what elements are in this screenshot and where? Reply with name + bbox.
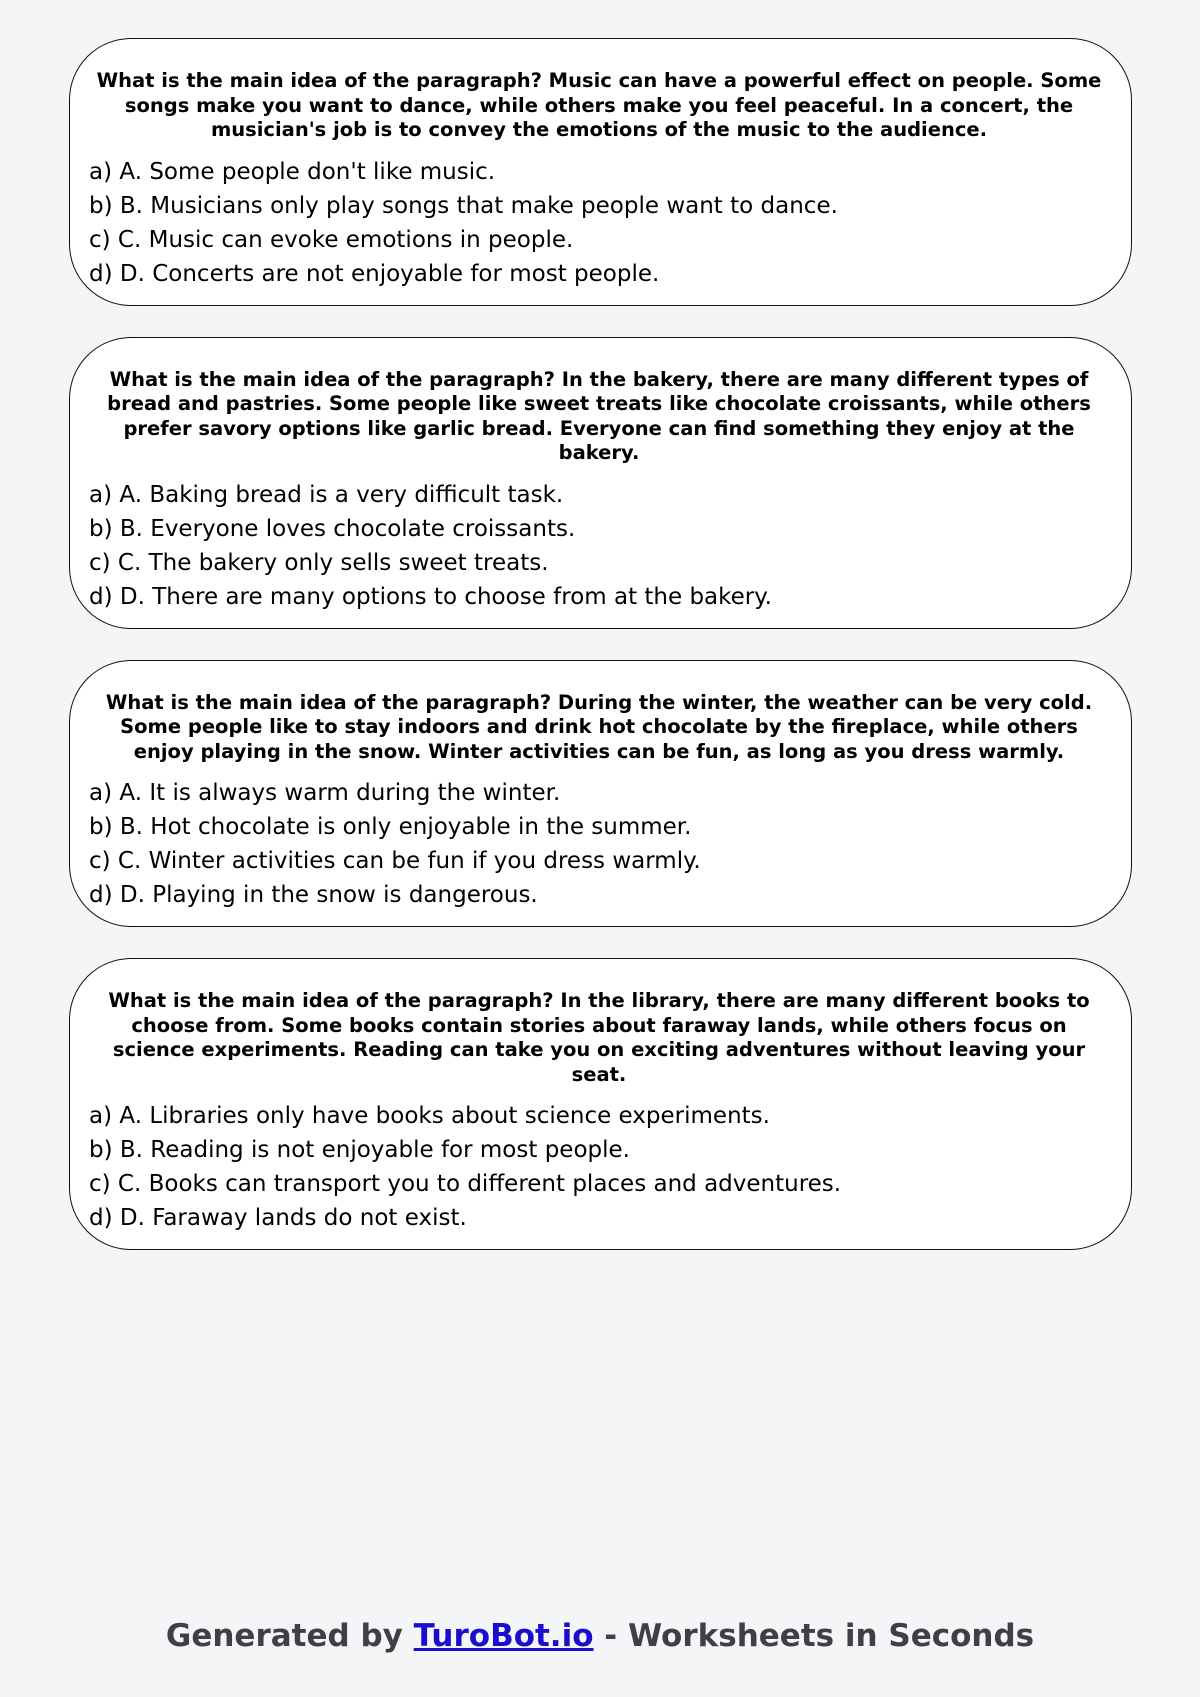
answer-options [89, 478, 1109, 614]
answer-option-d: d) D. Playing in the snow is dangerous. [89, 882, 538, 908]
answer-option-b: b) B. Musicians only play songs that make people want to dance. [89, 192, 838, 219]
answer-option-b: b) B. Hot chocolate is only enjoyable in the summer. [89, 814, 692, 840]
answer-option-a: a) A. It is always warm during the winter. [89, 780, 561, 806]
question-card-3 [69, 660, 1132, 928]
answer-option-d: d) D. Faraway lands do not exist. [89, 1205, 467, 1231]
question-prompt: What is the main idea of the paragraph? During the winter, the weather can be very cold. Some people like to stay indoors and drink hot chocolate by the fireplace, while others enjoy playing in the snow. Winter activities can be fun, as long as you dress warmly. [105, 690, 1093, 763]
answer-option-c: c) C. Books can transport you to different places and adventures. [89, 1171, 842, 1197]
question-prompt: What is the main idea of the paragraph? In the bakery, there are many different types of bread and pastries. Some people like sweet treats like chocolate croissants, while others prefer savory options like garlic bread. Everyone can find something they enjoy at the bakery. [107, 367, 1091, 464]
answer-options [89, 155, 1109, 291]
answer-option-d: d) D. Concerts are not enjoyable for most people. [89, 260, 660, 287]
answer-option-a: a) A. Some people don't like music. [89, 158, 496, 185]
question-card-4 [69, 958, 1132, 1250]
worksheet [69, 38, 1132, 1281]
footer [0, 1616, 1200, 1656]
answer-option-c: c) C. Music can evoke emotions in people. [89, 226, 574, 253]
question-card-2 [69, 337, 1132, 629]
answer-option-c: c) C. The bakery only sells sweet treats. [89, 549, 549, 576]
turobot-link[interactable]: TuroBot.io [413, 1618, 594, 1654]
question-card-1 [69, 38, 1132, 306]
answer-options [89, 1099, 1109, 1235]
answer-options [89, 776, 1109, 912]
answer-option-a: a) A. Libraries only have books about science experiments. [89, 1103, 770, 1129]
answer-option-a: a) A. Baking bread is a very difficult task. [89, 481, 564, 508]
question-prompt: What is the main idea of the paragraph? Music can have a powerful effect on people. Some songs make you want to dance, while others make you feel peaceful. In a concert, the musician's job is to convey the emotions of the music to the audience. [96, 69, 1102, 141]
question-prompt: What is the main idea of the paragraph? In the library, there are many different books to choose from. Some books contain stories about faraway lands, while others focus on science experiments. Reading can take you on exciting adventures without leaving your seat. [108, 989, 1090, 1086]
answer-option-c: c) C. Winter activities can be fun if you dress warmly. [89, 848, 701, 874]
answer-option-b: b) B. Everyone loves chocolate croissants. [89, 515, 576, 542]
answer-option-b: b) B. Reading is not enjoyable for most people. [89, 1137, 630, 1163]
footer-prefix: Generated by [165, 1618, 414, 1654]
footer-suffix: - Worksheets in Seconds [593, 1618, 1035, 1654]
answer-option-d: d) D. There are many options to choose from at the bakery. [89, 583, 772, 610]
